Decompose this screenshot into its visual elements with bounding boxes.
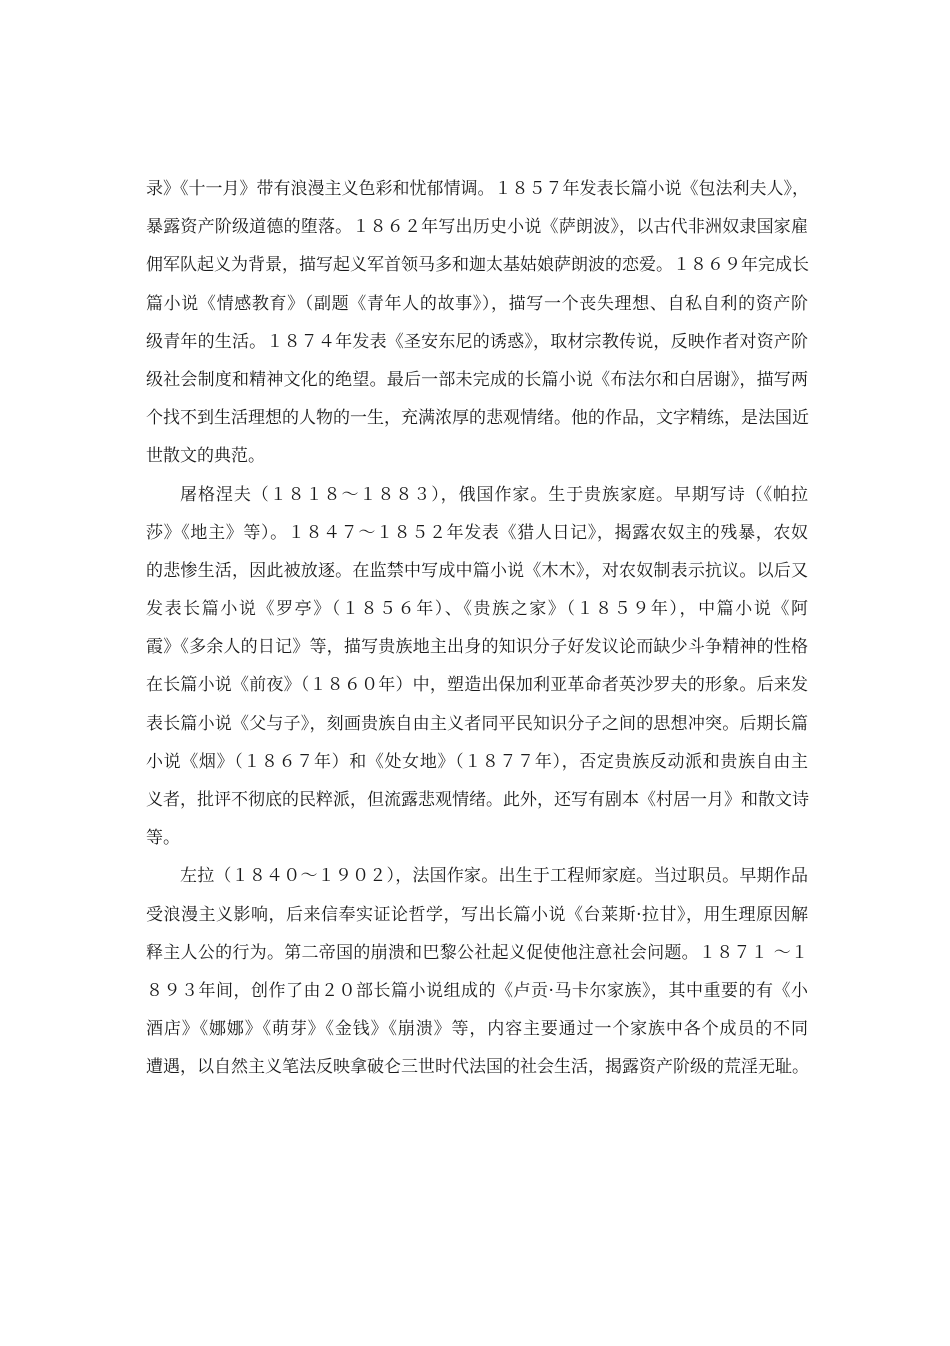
paragraph-first-line: 左拉（１８４０～１９０２），法国作家。出生于工程师家庭。当过职员。早期作品 (180, 866, 808, 887)
paragraph-first-line: 屠格涅夫（１８１８～１８８３），俄国作家。生于贵族家庭。早期写诗（《帕拉 (180, 484, 808, 505)
text-line: 佣军队起义为背景，描写起义军首领马多和迦太基姑娘萨朗波的恋爱。１８６９年完成长 (146, 255, 809, 276)
body-text (146, 170, 808, 1087)
text-line: 暴露资产阶级道德的堕落。１８６２年写出历史小说《萨朗波》，以古代非洲奴隶国家雇 (146, 217, 808, 238)
text-line: 级社会制度和精神文化的绝望。最后一部未完成的长篇小说《布法尔和白居谢》，描写两 (146, 369, 808, 390)
text-line: 的悲惨生活，因此被放逐。在监禁中写成中篇小说《木木》，对农奴制表示抗议。以后又 (146, 560, 808, 581)
text-line: 小说《烟》（１８６７年）和《处女地》（１８７７年），否定贵族反动派和贵族自由主 (146, 751, 808, 772)
text-line: ８９３年间，创作了由２０部长篇小说组成的《卢贡·马卡尔家族》，其中重要的有《小 (146, 980, 808, 1001)
text-line: 篇小说《情感教育》（副题《青年人的故事》），描写一个丧失理想、自私自利的资产阶 (146, 293, 808, 314)
text-line: 霞》《多余人的日记》等，描写贵族地主出身的知识分子好发议论而缺少斗争精神的性格 (146, 637, 808, 658)
text-line: 义者，批评不彻底的民粹派，但流露悲观情绪。此外，还写有剧本《村居一月》和散文诗 (146, 790, 809, 810)
text-line: 世散文的典范。 (146, 446, 265, 467)
text-line: 发表长篇小说《罗亭》（１８５６年）、《贵族之家》（１８５９年），中篇小说《阿 (146, 599, 808, 620)
text-line: 表长篇小说《父与子》，刻画贵族自由主义者同平民知识分子之间的思想冲突。后期长篇 (146, 713, 808, 734)
text-line: 级青年的生活。１８７４年发表《圣安东尼的诱惑》，取材宗教传说，反映作者对资产阶 (146, 331, 808, 352)
text-line: 受浪漫主义影响，后来信奉实证论哲学，写出长篇小说《台莱斯·拉甘》，用生理原因解 (146, 904, 808, 925)
text-line: 莎》《地主》等）。１８４７～１８５２年发表《猎人日记》，揭露农奴主的残暴，农奴 (146, 522, 808, 543)
text-line: 个找不到生活理想的人物的一生，充满浓厚的悲观情绪。他的作品，文字精练，是法国近 (146, 408, 809, 429)
text-line: 遭遇，以自然主义笔法反映拿破仑三世时代法国的社会生活，揭露资产阶级的荒淫无耻。 (146, 1057, 809, 1078)
text-line: 在长篇小说《前夜》（１８６０年）中，塑造出保加利亚革命者英沙罗夫的形象。后来发 (146, 675, 808, 696)
text-line: 录》《十一月》带有浪漫主义色彩和忧郁情调。１８５７年发表长篇小说《包法利夫人》， (146, 179, 809, 199)
text-line: 释主人公的行为。第二帝国的崩溃和巴黎公社起义促使他注意社会问题。１８７１ ～１ (146, 942, 808, 963)
text-line: 等。 (146, 828, 180, 849)
text-line: 酒店》《娜娜》《萌芽》《金钱》《崩溃》等，内容主要通过一个家族中各个成员的不同 (146, 1019, 808, 1040)
